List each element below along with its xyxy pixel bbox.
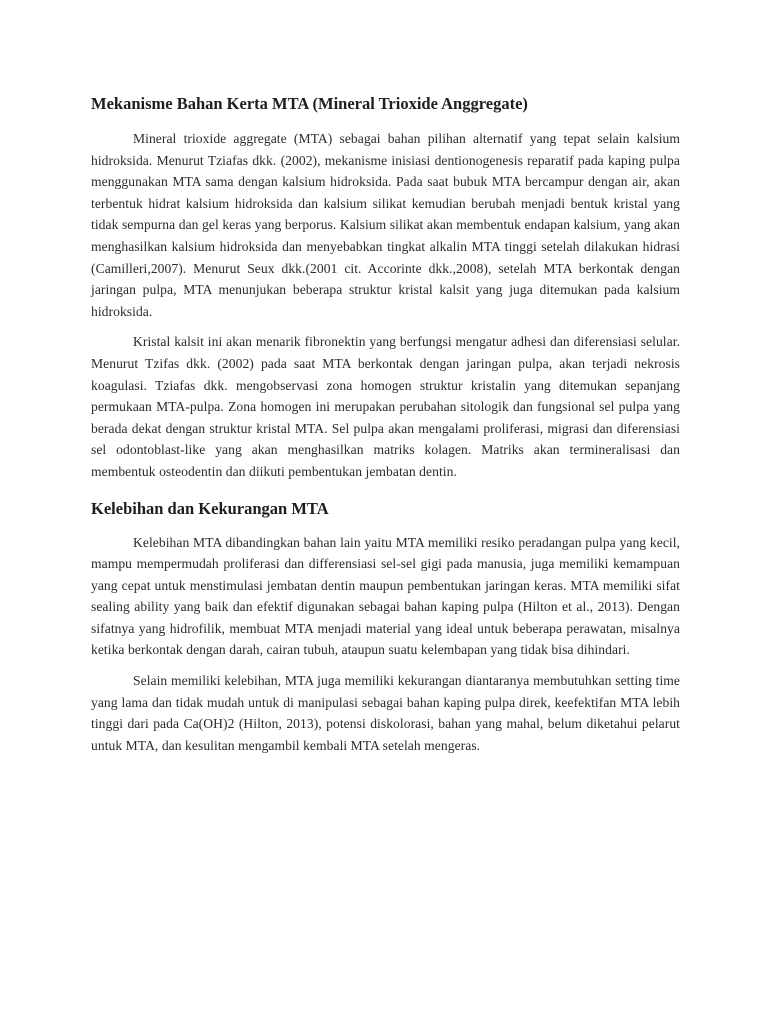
- paragraph-mta-intro: Mineral trioxide aggregate (MTA) sebagai bahan pilihan alternatif yang tepat selain kalsium hidroksida. Menurut Tziafas dkk. (2002), mekanisme inisiasi dentionogenesis reparatif pada kaping pulpa menggunakan MTA sama dengan kalsium hidroksida. Pada saat bubuk MTA bercampur dengan air, akan terbentuk hidrat kalsium hidroksida dan kalsium silikat kemudian berubah menjadi bentuk kristal yang tidak sempurna dan gel keras yang berporus. Kalsium silikat akan membentuk endapan kalsium, yang akan menghasilkan kalsium hidroksida dan menyebabkan tingkat alkalin MTA tinggi setelah dilakukan hidrasi (Camilleri,2007). Menurut Seux dkk.(2001 cit. Accorinte dkk.,2008), setelah MTA berkontak dengan jaringan pulpa, MTA menunjukan beberapa struktur kristal kalsit yang juga ditemukan pada kalsium hidroksida.: [91, 131, 680, 319]
- section-heading-mekanisme: Mekanisme Bahan Kerta MTA (Mineral Trioxide Anggregate): [91, 94, 528, 113]
- paragraph-kristal-kalsit: Kristal kalsit ini akan menarik fibronektin yang berfungsi mengatur adhesi dan diferensiasi selular. Menurut Tzifas dkk. (2002) pada saat MTA berkontak dengan jaringan pulpa, akan terjadi nekrosis koagulasi. Tziafas dkk. mengobservasi zona homogen struktur kristalin yang ditemukan sepanjang permukaan MTA-pulpa. Zona homogen ini merupakan perubahan sitologik dan fungsional sel pulpa yang berada dekat dengan struktur kristal MTA. Sel pulpa akan mengalami proliferasi, migrasi dan diferensiasi sel odontoblast-like yang akan menghasilkan matriks kolagen. Matriks akan termineralisasi dan membentuk osteodentin dan diikuti pembentukan jembatan dentin.: [91, 334, 680, 479]
- paragraph-kelebihan: Kelebihan MTA dibandingkan bahan lain yaitu MTA memiliki resiko peradangan pulpa yang kecil, mampu mempermudah proliferasi dan differensiasi sel-sel gigi pada manusia, juga memiliki kemampuan yang cepat untuk menstimulasi jembatan dentin maupun pembentukan jaringan keras. MTA memiliki sifat sealing ability yang baik dan efektif digunakan sebagai bahan kaping pulpa (Hilton et al., 2013). Dengan sifatnya yang hidrofilik, membuat MTA menjadi material yang ideal untuk beberapa perawatan, misalnya ketika berkontak dengan darah, cairan tubuh, ataupun suatu kelembapan yang tidak bisa dihindari.: [91, 534, 680, 658]
- section-heading-kelebihan-kekurangan: Kelebihan dan Kekurangan MTA: [91, 498, 329, 518]
- paragraph-kekurangan: Selain memiliki kelebihan, MTA juga memiliki kekurangan diantaranya membutuhkan setting time yang lama dan tidak mudah untuk di manipulasi sebagai bahan kaping pulpa direk, keefektifan MTA lebih tinggi dari pada Ca(OH)2 (Hilton, 2013), potensi diskolorasi, bahan yang mahal, belum diketahui pelarut untuk MTA, dan kesulitan mengambil kembali MTA setelah mengeras.: [91, 673, 680, 753]
